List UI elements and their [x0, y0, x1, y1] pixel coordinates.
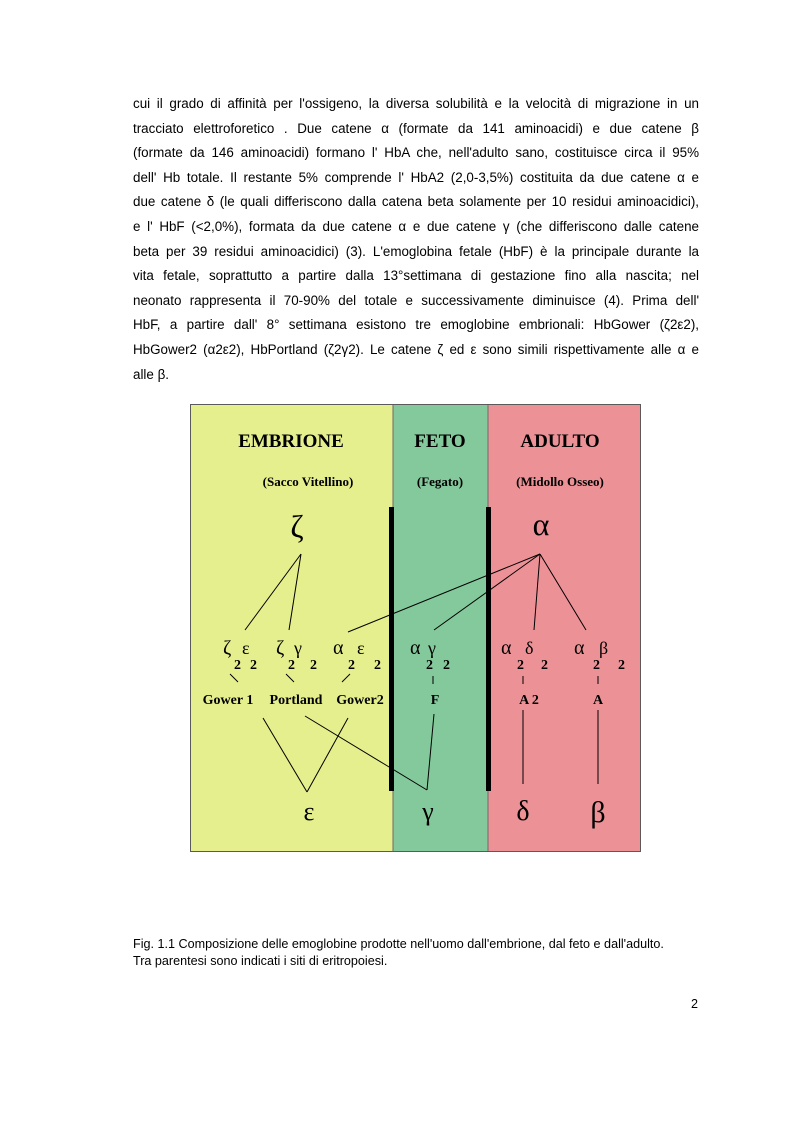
hb-name: Gower 1: [202, 693, 254, 708]
paragraph-line: tracciato elettroforetico . Due catene α (formate da 141 aminoacidi) e due catene β: [133, 120, 699, 136]
paragraph-line: HbGower2 (α2ε2), HbPortland (ζ2γ2). Le catene ζ ed ε sono simili rispettivamente alle α e: [133, 341, 699, 357]
paragraph-line: beta per 39 residui aminoacidici) (3). L'emoglobina fetale (HbF) è la principale durante la: [133, 243, 699, 259]
hb-name: Portland: [269, 693, 323, 708]
hb-chain2: ε: [242, 638, 250, 658]
hb-sub1: 2: [348, 658, 355, 673]
hb-sub2: 2: [374, 658, 381, 673]
feto-left-bar: [389, 507, 394, 791]
paragraph-line: e l' HbF (<2,0%), formata da due catene α e due catene γ (che differiscono dalle catene: [133, 218, 699, 234]
paragraph-line: due catene δ (le quali differiscono dalla catena beta solamente per 10 residui aminoacidici),: [133, 194, 699, 210]
hb-sub2: 2: [618, 658, 625, 673]
hb-name: A: [592, 693, 604, 708]
hb-sub1: 2: [593, 658, 600, 673]
hb-chain1: ζ: [223, 637, 232, 659]
hb-sub2: 2: [541, 658, 548, 673]
hb-chain2: γ: [428, 638, 436, 658]
hb-chain2: γ: [294, 638, 302, 658]
hb-chain2: δ: [525, 638, 534, 658]
paragraph-line: HbF, a partire dall' 8° settimana esistono tre emoglobine embrionali: HbGower (ζ2ε2),: [133, 317, 699, 333]
delta-gene: δ: [516, 796, 530, 827]
epsilon-gene: ε: [303, 797, 315, 826]
hb-sub2: 2: [250, 658, 257, 673]
hb-sub1: 2: [288, 658, 295, 673]
caption-line-1: Fig. 1.1 Composizione delle emoglobine prodotte nell'uomo dall'embrione, dal feto e dall'adulto.: [133, 937, 664, 951]
beta-gene: β: [590, 796, 606, 829]
hb-sub1: 2: [234, 658, 241, 673]
hb-chain1: α: [410, 637, 421, 659]
hb-name: F: [430, 693, 440, 708]
hb-chain2: ε: [357, 638, 365, 658]
page-number: 2: [691, 997, 699, 1011]
figure-caption: [133, 936, 713, 970]
section-subtitle-feto: (Fegato): [416, 474, 464, 489]
hb-chain1: ζ: [276, 637, 285, 659]
section-title-embrione: EMBRIONE: [238, 431, 344, 452]
hb-sub1: 2: [517, 658, 524, 673]
hb-sub2: 2: [443, 658, 450, 673]
section-subtitle-adulto: (Midollo Osseo): [516, 474, 604, 489]
hb-sub1: 2: [426, 658, 433, 673]
paragraph-line: neonato rappresenta il 70-90% del totale e successivamente diminuisce (4). Prima dell': [133, 292, 699, 308]
paragraph-line: dell' Hb totale. Il restante 5% comprende l' HbA2 (2,0-3,5%) costituita da due catene α e: [133, 169, 699, 185]
embrione-section: [190, 404, 393, 852]
gamma-gene: γ: [422, 797, 434, 826]
hb-chain1: α: [574, 637, 585, 659]
hb-name: A 2: [519, 693, 539, 708]
body-paragraph: [133, 92, 699, 387]
section-title-feto: FETO: [414, 431, 466, 452]
paragraph-line: cui il grado di affinità per l'ossigeno, la diversa solubilità e la velocità di migrazione in un: [133, 96, 699, 111]
feto-right-bar: [486, 507, 491, 791]
paragraph-line: alle β.: [133, 366, 169, 382]
hb-name: Gower2: [336, 693, 384, 708]
adulto-section: [488, 404, 641, 852]
hb-chain1: α: [501, 637, 512, 659]
alpha-gene: α: [532, 506, 550, 542]
hb-sub2: 2: [310, 658, 317, 673]
hemoglobin-figure: [190, 404, 641, 852]
paragraph-line: (formate da 146 aminoacidi) formano l' HbA che, nell'adulto sano, costituisce circa il 95%: [133, 145, 699, 161]
paragraph-line: vita fetale, soprattutto a partire dalla 13°settimana di gestazione fino alla nascita; nel: [133, 268, 699, 284]
section-subtitle-embrione: (Sacco Vitellino): [262, 474, 354, 489]
feto-section: [393, 404, 488, 852]
hb-chain1: α: [333, 637, 344, 659]
section-title-adulto: ADULTO: [520, 431, 600, 452]
zeta-gene: ζ: [290, 508, 304, 544]
hb-chain2: β: [599, 638, 609, 658]
caption-line-2: Tra parentesi sono indicati i siti di eritropoiesi.: [133, 954, 388, 968]
